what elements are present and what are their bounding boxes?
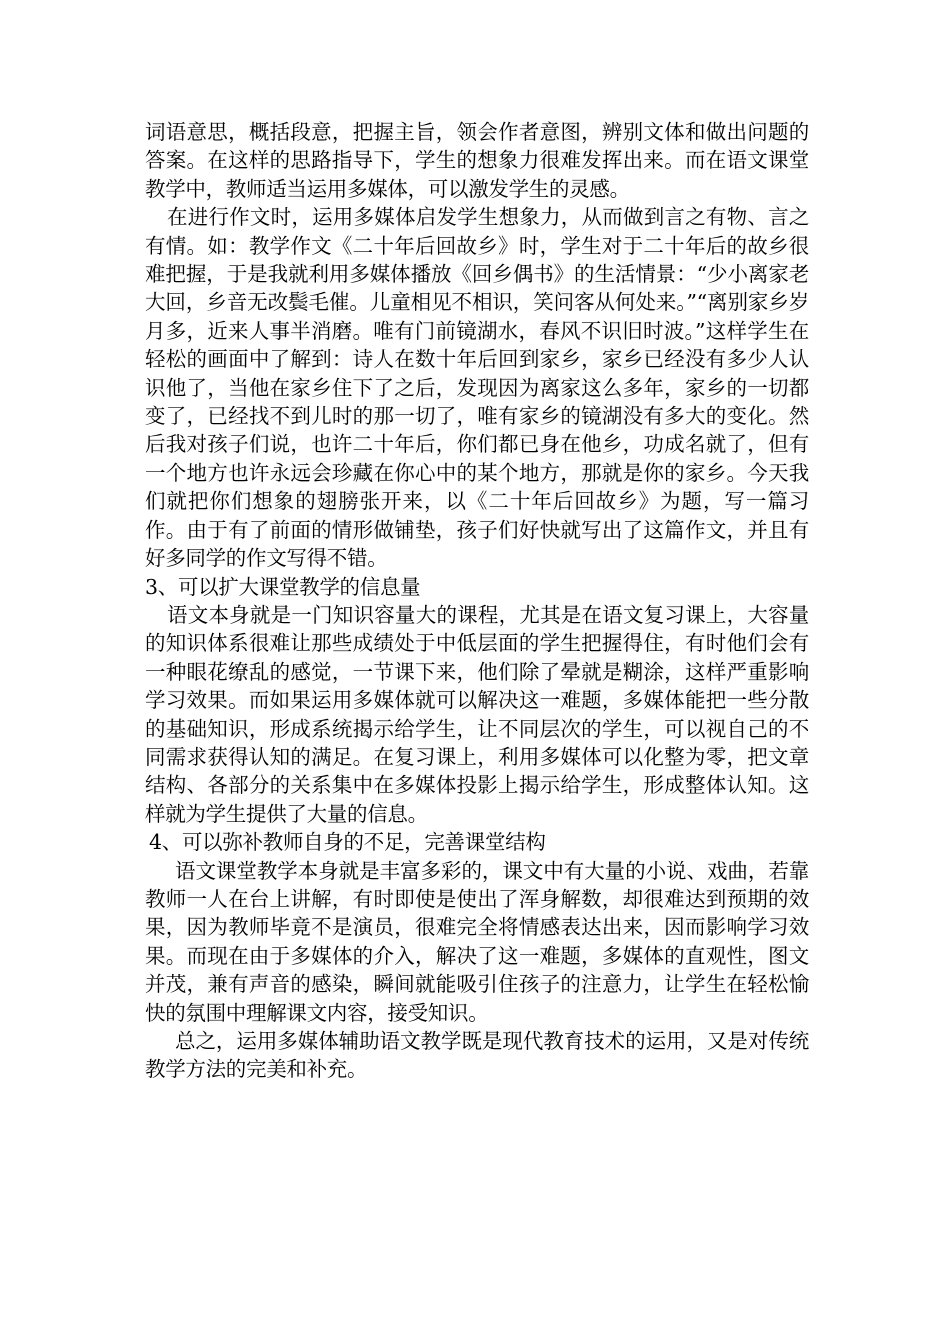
paragraph-information-volume: 语文本身就是一门知识容量大的课程，尤其是在语文复习课上，大容量的知识体系很难让那些成绩处于中低层面的学生把握得住，有时他们会有一种眼花缭乱的感觉，一节课下来，他们除了晕就是糊涂，这样严重影响学习效果。而如果运用多媒体就可以解决这一难题，多媒体能把一些分散的基础知识，形成系统揭示给学生，让不同层次的学生，可以视自己的不同需求获得认知的满足。在复习课上，利用多媒体可以化整为零，把文章结构、各部分的关系集中在多媒体投影上揭示给学生，形成整体认知。这样就为学生提供了大量的信息。 bbox=[145, 602, 809, 826]
paragraph-teacher-shortcomings: 语文课堂教学本身就是丰富多彩的，课文中有大量的小说、戏曲，若靠教师一人在台上讲解，有时即使是使出了浑身解数，却很难达到预期的效果，因为教师毕竟不是演员，很难完全将情感表达出来，因而影响学习效果。而现在由于多媒体的介入，解决了这一难题，多媒体的直观性，图文并茂，兼有声音的感染，瞬间就能吸引住孩子的注意力，让学生在轻松愉快的氛围中理解课文内容，接受知识。 bbox=[145, 858, 809, 1025]
paragraph-conclusion: 总之，运用多媒体辅助语文教学既是现代教育技术的运用，又是对传统教学方法的完美和补充。 bbox=[145, 1029, 809, 1082]
document-page bbox=[145, 118, 809, 1084]
section-heading-4: 4、可以弥补教师自身的不足，完善课堂结构 bbox=[149, 830, 546, 855]
paragraph-intro-continued: 词语意思，概括段意，把握主旨，领会作者意图，辨别文体和做出问题的答案。在这样的思路指导下，学生的想象力很难发挥出来。而在语文课堂教学中，教师适当运用多媒体，可以激发学生的灵感。 bbox=[145, 120, 809, 201]
paragraph-composition-example: 在进行作文时，运用多媒体启发学生想象力，从而做到言之有物、言之有情。如：教学作文《二十年后回故乡》时，学生对于二十年后的故乡很难把握，于是我就利用多媒体播放《回乡偶书》的生活情景：“少小离家老大回，乡音无改鬓毛催。儿童相见不相识，笑问客从何处来。”“离别家乡岁月多，近来人事半消磨。唯有门前镜湖水，春风不识旧时波。”这样学生在轻松的画面中了解到：诗人在数十年后回到家乡，家乡已经没有多少人认识他了，当他在家乡住下了之后，发现因为离家这么多年，家乡的一切都变了，已经找不到儿时的那一切了，唯有家乡的镜湖没有多大的变化。然后我对孩子们说，也许二十年后，你们都已身在他乡，功成名就了，但有一个地方也许永远会珍藏在你心中的某个地方，那就是你的家乡。今天我们就把你们想象的翅膀张开来，以《二十年后回故乡》为题，写一篇习作。由于有了前面的情形做铺垫，孩子们好快就写出了这篇作文，并且有好多同学的作文写得不错。 bbox=[145, 205, 809, 571]
section-heading-3: 3、可以扩大课堂教学的信息量 bbox=[145, 574, 421, 599]
